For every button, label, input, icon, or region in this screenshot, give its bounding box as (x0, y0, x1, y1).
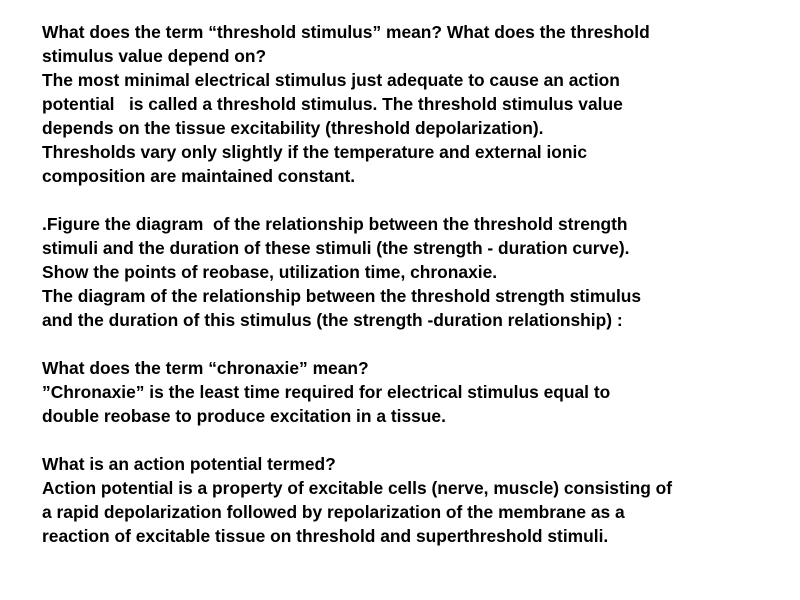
paragraph-spacer (42, 428, 782, 452)
paragraph-chronaxie (42, 356, 782, 428)
text-line: What does the term “threshold stimulus” mean? What does the threshold (42, 22, 650, 42)
paragraph-threshold-stimulus (42, 20, 782, 188)
text-line: double reobase to produce excitation in a tissue. (42, 406, 446, 426)
text-line: Thresholds vary only slightly if the temperature and external ionic (42, 142, 588, 162)
text-line: What does the term “chronaxie” mean? (42, 358, 369, 378)
text-line: stimulus value depend on? (42, 46, 267, 66)
paragraph-strength-duration (42, 212, 782, 332)
text-line: .Figure the diagram of the relationship between the threshold strength (42, 214, 628, 234)
text-line: The diagram of the relationship between the threshold strength stimulus (42, 286, 642, 306)
slide-text-body (42, 20, 782, 548)
text-line: The most minimal electrical stimulus just adequate to cause an action (42, 70, 620, 90)
text-line: potential is called a threshold stimulus. The threshold stimulus value (42, 94, 623, 114)
text-line: Show the points of reobase, utilization time, chronaxie. (42, 262, 498, 282)
text-line: depends on the tissue excitability (threshold depolarization). (42, 118, 544, 138)
paragraph-spacer (42, 332, 782, 356)
text-line: and the duration of this stimulus (the strength -duration relationship) : (42, 310, 623, 330)
text-line: stimuli and the duration of these stimuli (the strength - duration curve). (42, 238, 630, 258)
text-line: What is an action potential termed? (42, 454, 336, 474)
text-line: composition are maintained constant. (42, 166, 356, 186)
text-line: reaction of excitable tissue on threshold and superthreshold stimuli. (42, 526, 609, 546)
paragraph-spacer (42, 188, 782, 212)
text-line: a rapid depolarization followed by repolarization of the membrane as a (42, 502, 625, 522)
text-line: Action potential is a property of excitable cells (nerve, muscle) consisting of (42, 478, 673, 498)
paragraph-action-potential (42, 452, 782, 548)
text-line: ”Chronaxie” is the least time required for electrical stimulus equal to (42, 382, 611, 402)
